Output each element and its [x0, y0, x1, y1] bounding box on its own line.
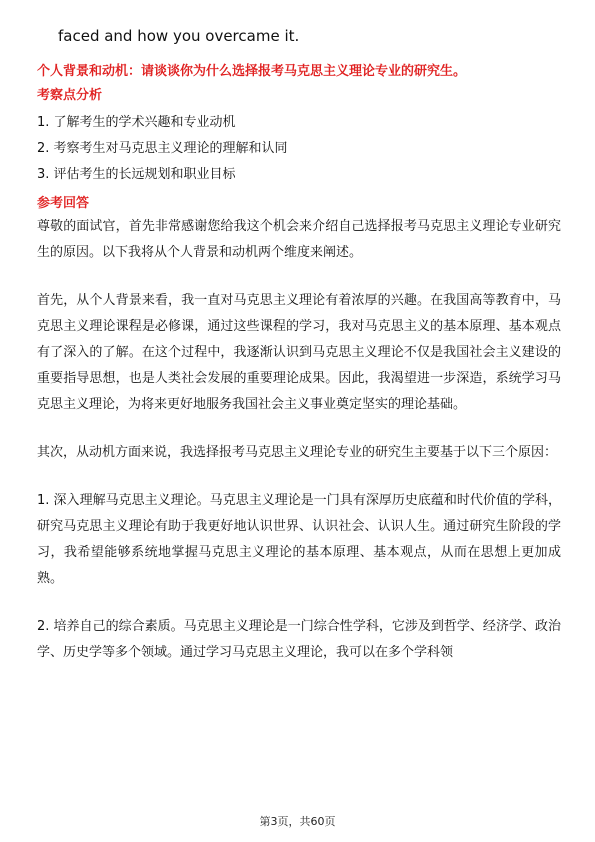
question-heading: 个人背景和动机：请谈谈你为什么选择报考马克思主义理论专业的研究生。: [37, 64, 467, 79]
answer-paragraph-intro: 尊敬的面试官，首先非常感谢您给我这个机会来介绍自己选择报考马克思主义理论专业研究生的原因。以下我将从个人背景和动机两个维度来阐述。: [37, 219, 561, 260]
analysis-point-1: 1. 了解考生的学术兴趣和专业动机: [37, 115, 236, 130]
answer-paragraph-reason-2: 2. 培养自己的综合素质。马克思主义理论是一门综合性学科，它涉及到哲学、经济学、政治学、历史学等多个领域。通过学习马克思主义理论，我可以在多个学科领: [37, 619, 561, 660]
answer-paragraph-background: 首先，从个人背景来看，我一直对马克思主义理论有着浓厚的兴趣。在我国高等教育中，马克思主义理论课程是必修课，通过这些课程的学习，我对马克思主义的基本原理、基本观点有了深入的了解。在这个过程中，我逐渐认识到马克思主义理论不仅是我国社会主义建设的重要指导思想，也是人类社会发展的重要理论成果。因此，我渴望进一步深造，系统学习马克思主义理论，为将来更好地服务我国社会主义事业奠定坚实的理论基础。: [37, 293, 561, 412]
answer-heading: 参考回答: [37, 196, 90, 211]
analysis-heading: 考察点分析: [37, 88, 103, 103]
analysis-point-2: 2. 考察考生对马克思主义理论的理解和认同: [37, 141, 288, 156]
page-number-footer: 第3页，共60页: [259, 815, 336, 828]
analysis-point-3: 3. 评估考生的长远规划和职业目标: [37, 167, 236, 182]
analysis-points: [37, 110, 561, 188]
answer-paragraph-motivation: 其次，从动机方面来说，我选择报考马克思主义理论专业的研究生主要基于以下三个原因：: [37, 445, 558, 460]
content-body: [37, 62, 561, 666]
answer-paragraph-reason-1: 1. 深入理解马克思主义理论。马克思主义理论是一门具有深厚历史底蕴和时代价值的学科，研究马克思主义理论有助于我更好地认识世界、认识社会、认识人生。通过研究生阶段的学习，我希望能够系统地掌握马克思主义理论的基本原理、基本观点，从而在思想上更加成熟。: [37, 493, 561, 586]
continued-text-line: faced and how you overcame it.: [58, 27, 300, 45]
